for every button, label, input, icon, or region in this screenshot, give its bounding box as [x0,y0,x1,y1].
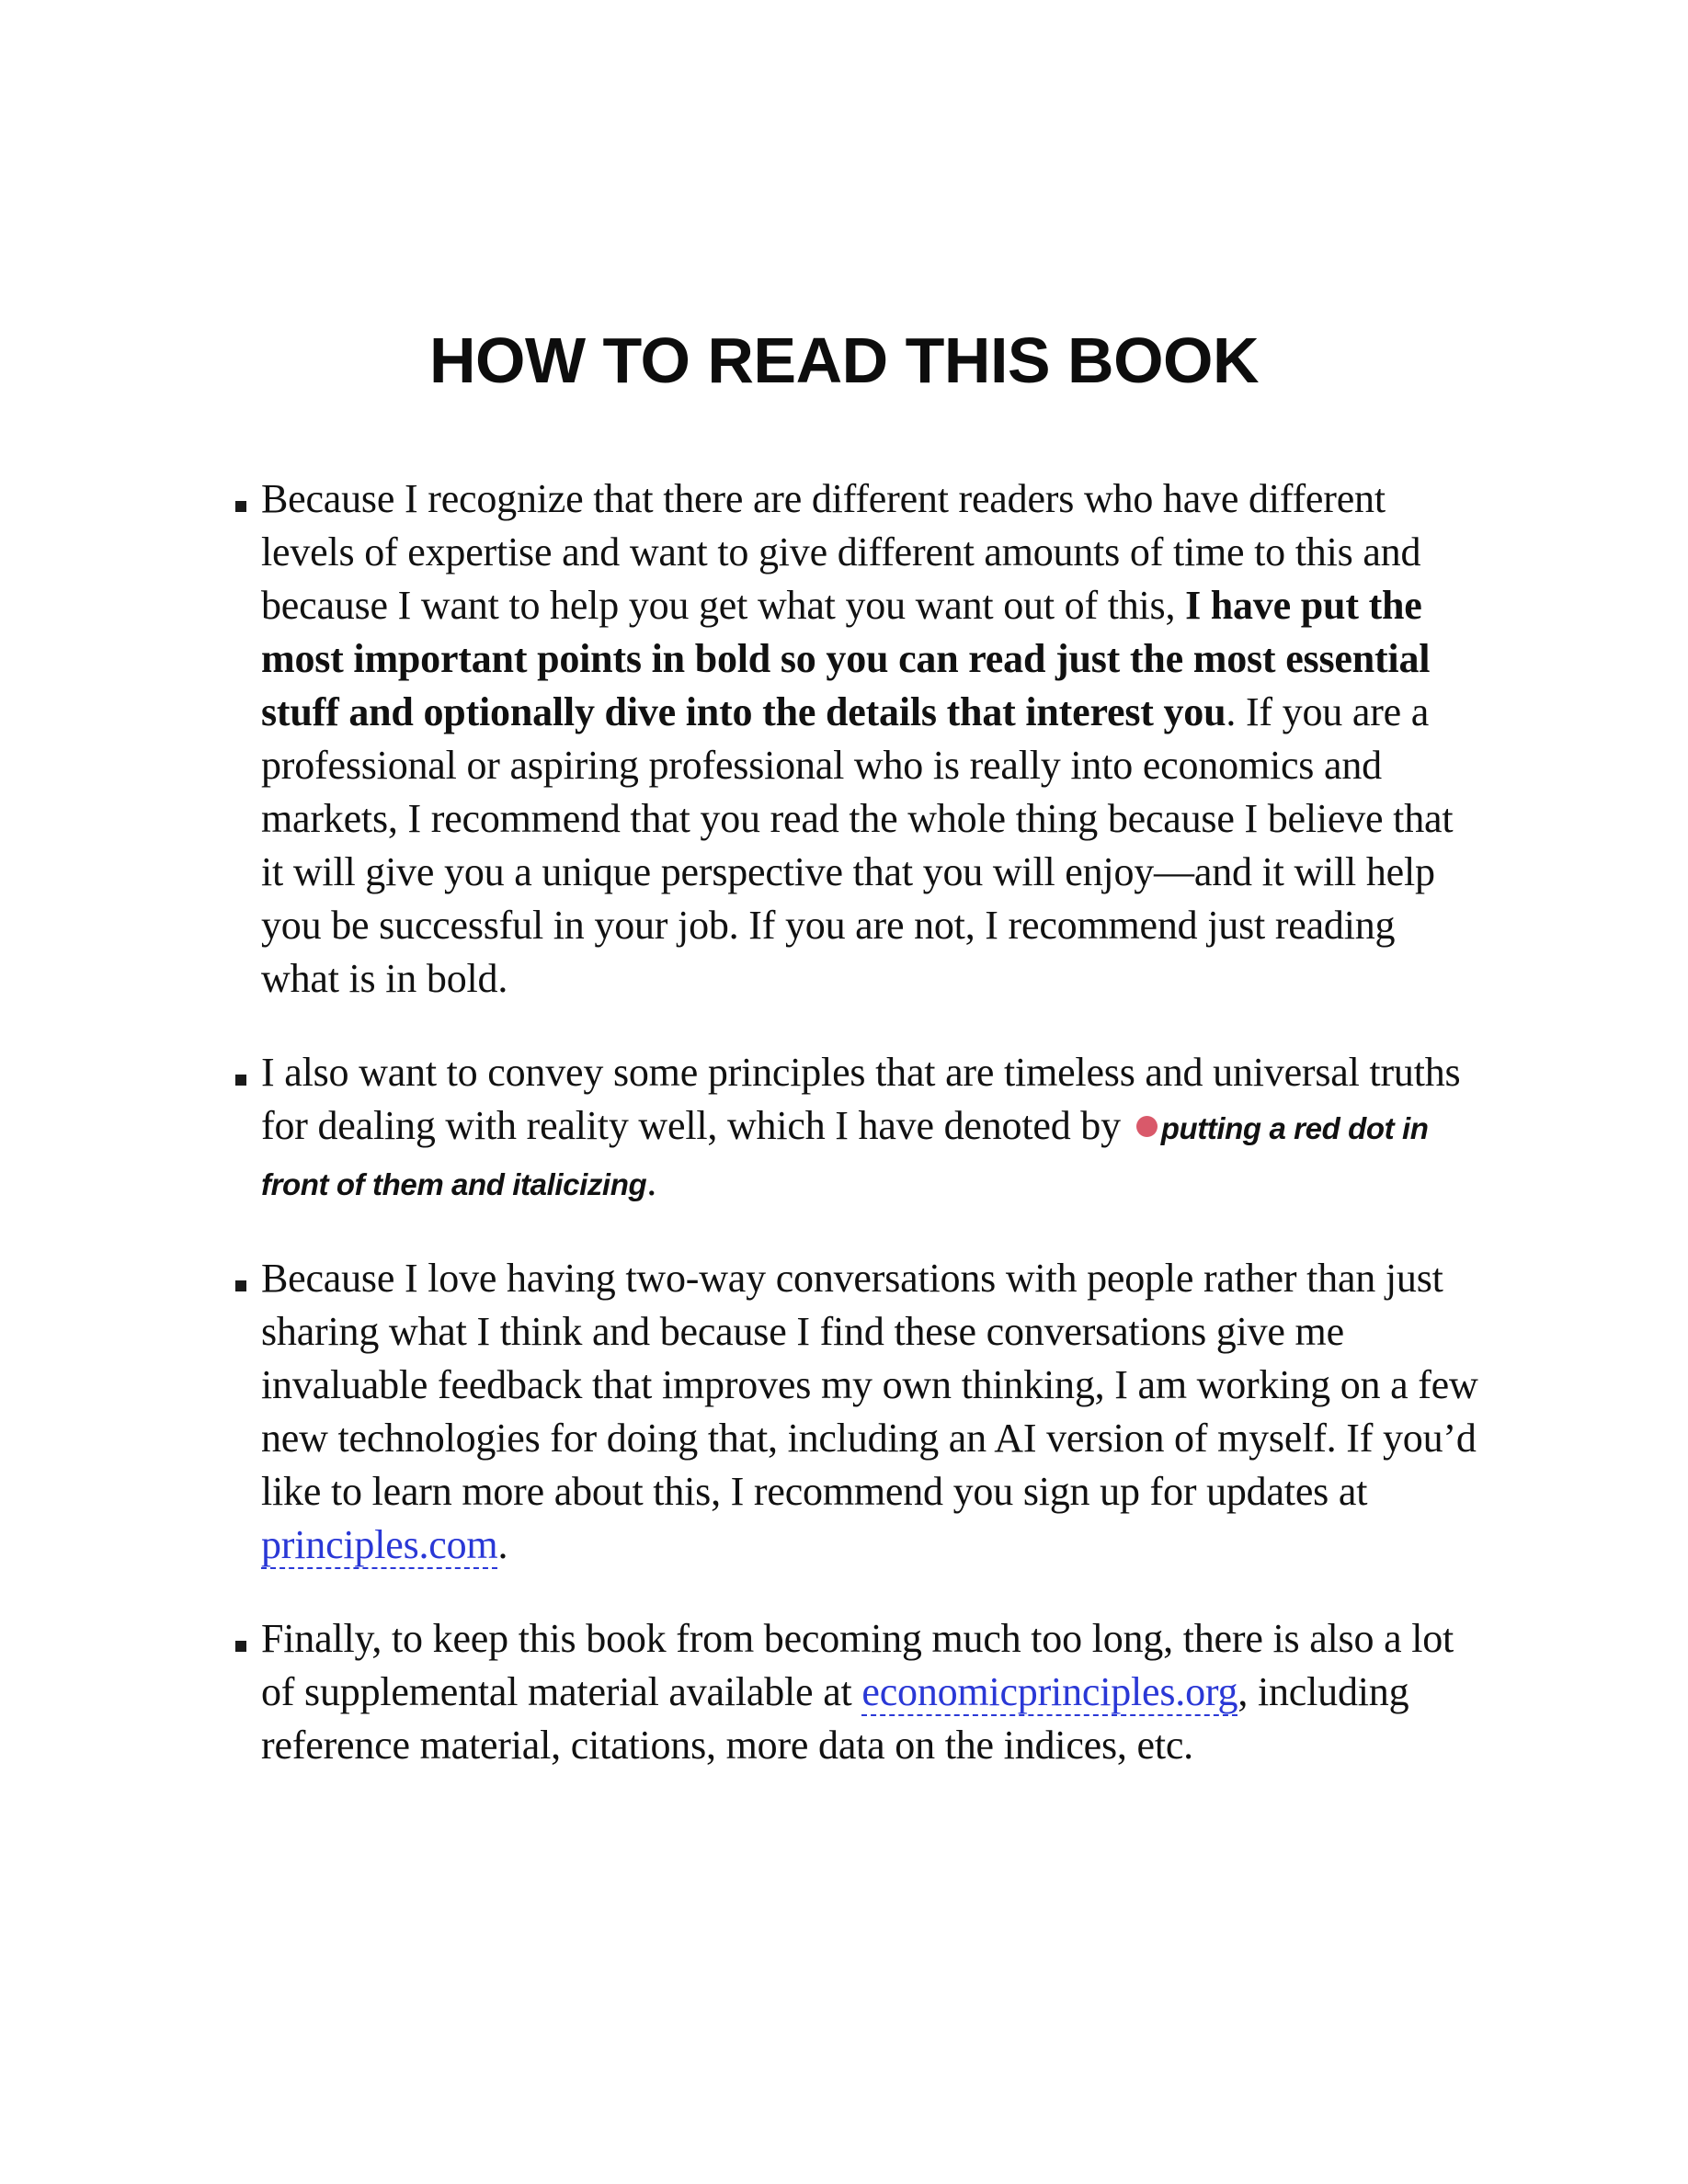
square-bullet-icon [235,1075,246,1086]
list-item [230,1046,1480,1211]
bullet-text: Because I love having two-way conversations with people rather than just sharing what I think and because I find these conversations give me invaluable feedback that improves my own thinking, I am working on a few new technologies for doing that, including an AI version of myself. If you’d like to learn more about this, I recommend you sign up for updates at [261,1256,1478,1514]
square-bullet-icon [235,501,246,512]
page-title: HOW TO READ THIS BOOK [428,324,1260,396]
list-item [230,1252,1480,1572]
bullet-text: Finally, to keep this book from becoming much too long, there is also a lot of supplemental material available at [261,1616,1454,1714]
list-item [230,472,1480,1006]
bullet-text: , including reference material, citations, more data on the indices, etc. [261,1669,1409,1768]
bullet-text: I also want to convey some principles that are timeless and universal truths for dealing with reality well, which I have denoted by [261,1050,1461,1148]
bullet-text: . [646,1159,657,1204]
economicprinciples-link[interactable]: economicprinciples.org [861,1669,1238,1714]
bullet-list [230,472,1480,1772]
bullet-text: . If you are a professional or aspiring professional who is really into economics and markets, I recommend that you read the whole thing because I believe that it will give you a unique perspective that you will enjoy—and it will help you be successful in your job. If you are not, I recommend just reading what is in bold. [261,689,1454,1001]
list-item [230,1612,1480,1772]
bullet-text: . [497,1522,508,1567]
principles-link[interactable]: principles.com [261,1522,498,1567]
bold-key-point: I have put the most important points in bold so you can read just the most essential stuff and optionally dive into the details that interest you [261,583,1431,734]
red-dot-icon [1136,1116,1158,1137]
square-bullet-icon [235,1280,246,1291]
bullet-text: Because I recognize that there are different readers who have different levels of expertise and want to give different amounts of time to this and because I want to help you get what you want out of this, [261,476,1421,628]
square-bullet-icon [235,1641,246,1652]
principle-text: putting a red dot in front of them and italicizing [261,1111,1429,1201]
